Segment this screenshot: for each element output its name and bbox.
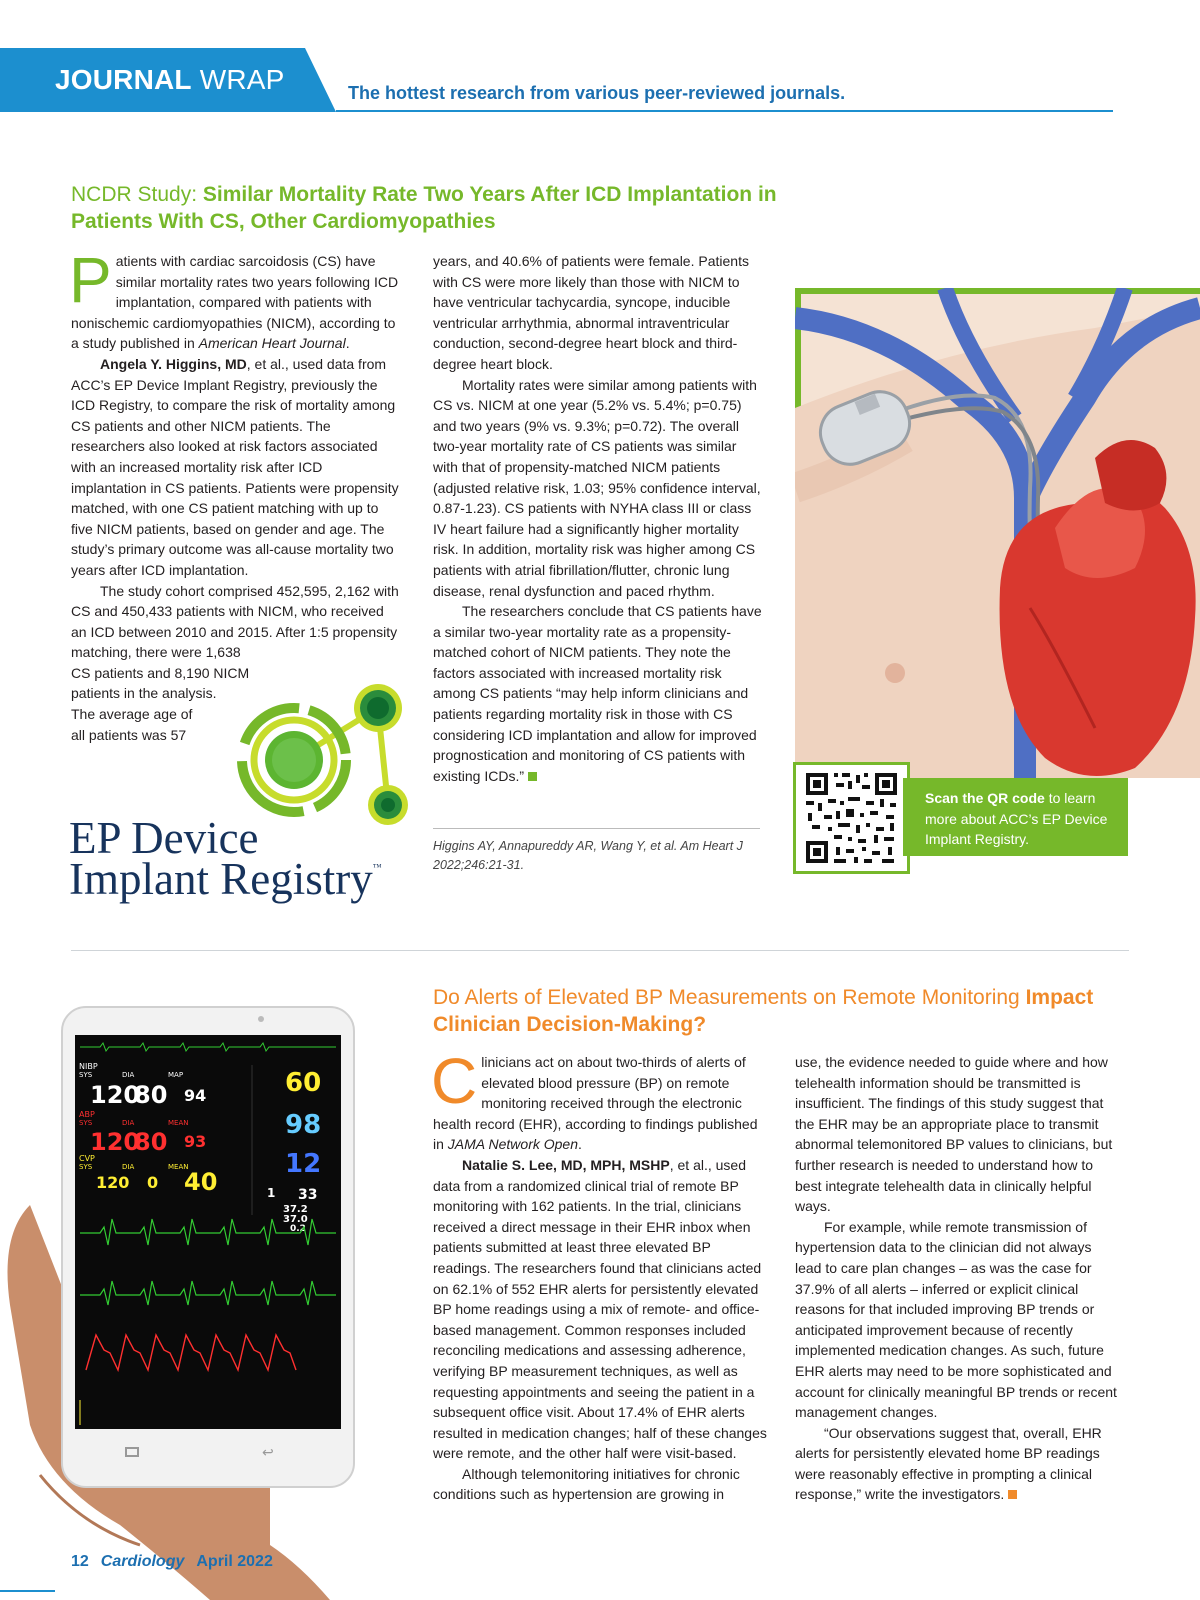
article2-column1: Clinicians act on about two-thirds of alerts of elevated blood pressure (BP) on remote monitoring received through the electronic health record (EHR), according to findings published in JAMA Network Open. Natalie S. Lee, MD, MPH, MSHP, et al., used data from a randomized clinical trial of remote BP monitoring with 162 patients. In the trial, clinicians received a direct message in their EHR inbox when patients submitted at least three elevated BP readings. The researchers found that clinicians acted on 62.1% of 552 EHR alerts for persistently elevated BP home readings using a mix of remote- and office-based management. Common responses included reconciling medications and assessing adherence, verifying BP measurement techniques, as well as requesting appointments and seeing the patient in a subsequent office visit. About 17.4% of EHR alerts resulted in medication changes; half of these changes were remote, and the other half were visit-based. Although telemonitoring initiatives for chronic conditions such as hypertension are growing in xyxy=(431,1045,767,1503)
svg-text:SYS: SYS xyxy=(79,1071,93,1079)
section-title: JOURNAL WRAP xyxy=(55,64,285,95)
footer-rule xyxy=(0,1590,55,1592)
citation-divider xyxy=(433,828,760,829)
article1-column1: Patients with cardiac sarcoidosis (CS) have similar mortality rates two years following ICD implantation, compared with patients with nonischemic cardiomyopathies (NICM), according to a study published in American Heart Journal. Angela Y. Higgins, MD, et al., used data from ACC’s EP Device Implant Registry, previously the ICD Registry, to compare the risk of mortality among CS patients and other NICM patients. The researchers also looked at risk factors associated with an increased mortality risk after ICD implantation in CS patients. Patients were propensity matched, with one CS patient matching with up to five NICM patients, based on gender and age. The study’s primary outcome was all-cause mortality two years after ICD implantation. The study cohort comprised 452,595, 2,162 with CS and 450,433 patients with NICM, who received an ICD between 2010 and 2015. After 1:5 propensity matching, there were 1,638 CS patients and 8,190 NICM patients in the analysis. The average age of all patients was 57 xyxy=(69,244,399,743)
svg-text:DIA: DIA xyxy=(122,1071,135,1079)
etco2-left: 1 xyxy=(267,1186,276,1200)
header-divider xyxy=(336,110,1113,112)
temp1-value: 37.2 xyxy=(283,1204,308,1215)
svg-text:MEAN: MEAN xyxy=(168,1119,189,1127)
cvp-mean: 40 xyxy=(184,1168,218,1196)
article2-headline: Do Alerts of Elevated BP Measurements on Remote Monitoring Impact Clinician Decision-Making? xyxy=(433,986,1094,1036)
temp2-value: 37.0 xyxy=(283,1214,308,1225)
page-number: 12 xyxy=(71,1553,89,1570)
nibp-map: 94 xyxy=(184,1086,207,1105)
svg-text:DIA: DIA xyxy=(122,1119,135,1127)
nibp-sys: 120 xyxy=(90,1081,141,1109)
hr-value: 60 xyxy=(285,1068,322,1098)
spo2-value: 98 xyxy=(285,1110,322,1140)
abp-sys: 120 xyxy=(90,1128,141,1156)
svg-text:↩: ↩ xyxy=(262,1445,274,1461)
abp-mean: 93 xyxy=(184,1132,207,1151)
svg-text:ABP: ABP xyxy=(79,1110,95,1119)
svg-text:SYS: SYS xyxy=(79,1163,93,1171)
end-mark xyxy=(1008,1490,1017,1499)
dropcap: P xyxy=(69,244,112,316)
svg-text:MEAN: MEAN xyxy=(168,1163,189,1171)
cvp-dia: 0 xyxy=(147,1173,159,1192)
resp-value: 12 xyxy=(285,1149,322,1179)
article1-headline: NCDR Study: Similar Mortality Rate Two Years After ICD Implantation in Patients With CS, Other Cardiomyopathies xyxy=(71,183,777,233)
temp-delta: 0.2 xyxy=(290,1224,306,1234)
magazine-name: Cardiology xyxy=(100,1553,185,1570)
registry-logo: EP Device Implant Registry™ xyxy=(69,813,382,904)
svg-text:SYS: SYS xyxy=(79,1119,93,1127)
qr-caption: Scan the QR code to learn more about ACC’s EP Device Implant Registry. xyxy=(903,778,1128,856)
molecule-graphic xyxy=(226,682,426,832)
tablet-monitor-illustration xyxy=(0,1005,425,1600)
section-divider xyxy=(71,950,1129,951)
page-footer xyxy=(71,1553,273,1571)
svg-text:NIBP: NIBP xyxy=(79,1062,98,1071)
end-mark xyxy=(528,772,537,781)
issue-date: April 2022 xyxy=(196,1553,273,1570)
qr-code-icon xyxy=(796,765,907,871)
abp-dia: 80 xyxy=(134,1128,168,1156)
nibp-dia: 80 xyxy=(134,1081,168,1109)
article1-column2: years, and 40.6% of patients were female. Patients with CS were more likely than those with NICM to have ventricular tachycardia, syncope, inducible ventricular arrhythmia, abnormal intraventricular conduction, second-degree heart block and third-degree heart block. Mortality rates were similar among patients with CS vs. NICM at one year (5.2% vs. 5.4%; p=0.75) and two years (9% vs. 9.3%; p=0.72). The overall two-year mortality rate of CS patients was similar with that of propensity-matched NICM patients (adjusted relative risk, 1.03; 95% confidence interval, 0.87-1.23). CS patients with NYHA class III or class IV heart failure had a significantly higher mortality risk. In addition, mortality risk was higher among CS patients with atrial fibrillation/flutter, chronic lung disease, renal dysfunction and paced rhythm. The researchers conclude that CS patients have a similar two-year mortality rate as a propensity-matched cohort of NICM patients. They note the factors associated with increased mortality risk among CS patients “may help inform clinicians and patients regarding mortality risk in those with CS considering ICD implantation and allow for improved prognostication and monitoring of CS patients with existing ICDs.” xyxy=(433,253,762,784)
cvp-sys: 120 xyxy=(96,1173,130,1192)
icd-heart-illustration xyxy=(795,288,1200,778)
section-tagline: The hottest research from various peer-reviewed journals. xyxy=(348,83,846,103)
svg-text:CVP: CVP xyxy=(79,1154,95,1163)
article1-citation: Higgins AY, Annapureddy AR, Wang Y, et al. Am Heart J 2022;246:21-31. xyxy=(433,839,743,872)
dropcap: C xyxy=(431,1045,478,1117)
svg-text:DIA: DIA xyxy=(122,1163,135,1171)
article2-column2: use, the evidence needed to guide where and how telehealth information should be transmitted is insufficient. The findings of this study suggest that the EHR may be an appropriate place to transmit abnormal telemonitored BP values to clinicians, but further research is needed to understand how to best integrate telehealth data in clinically helpful ways. For example, while remote transmission of hypertension data to the clinician did not always lead to care plan changes – as was the case for 37.9% of all alerts – inferred or explicit clinical reasons for that included improving BP trends or anticipated improvement because of recently implemented medication changes. As such, future EHR alerts may need to be more sophisticated and account for clinically meaningful BP trends or recent management changes. “Our observations suggest that, overall, EHR alerts for persistently elevated home BP readings were reasonably effective in prompting a clinical response,” write the investigators. xyxy=(795,1054,1117,1503)
etco2-right: 33 xyxy=(298,1187,318,1203)
svg-text:MAP: MAP xyxy=(168,1071,184,1079)
qr-code[interactable] xyxy=(793,762,910,874)
